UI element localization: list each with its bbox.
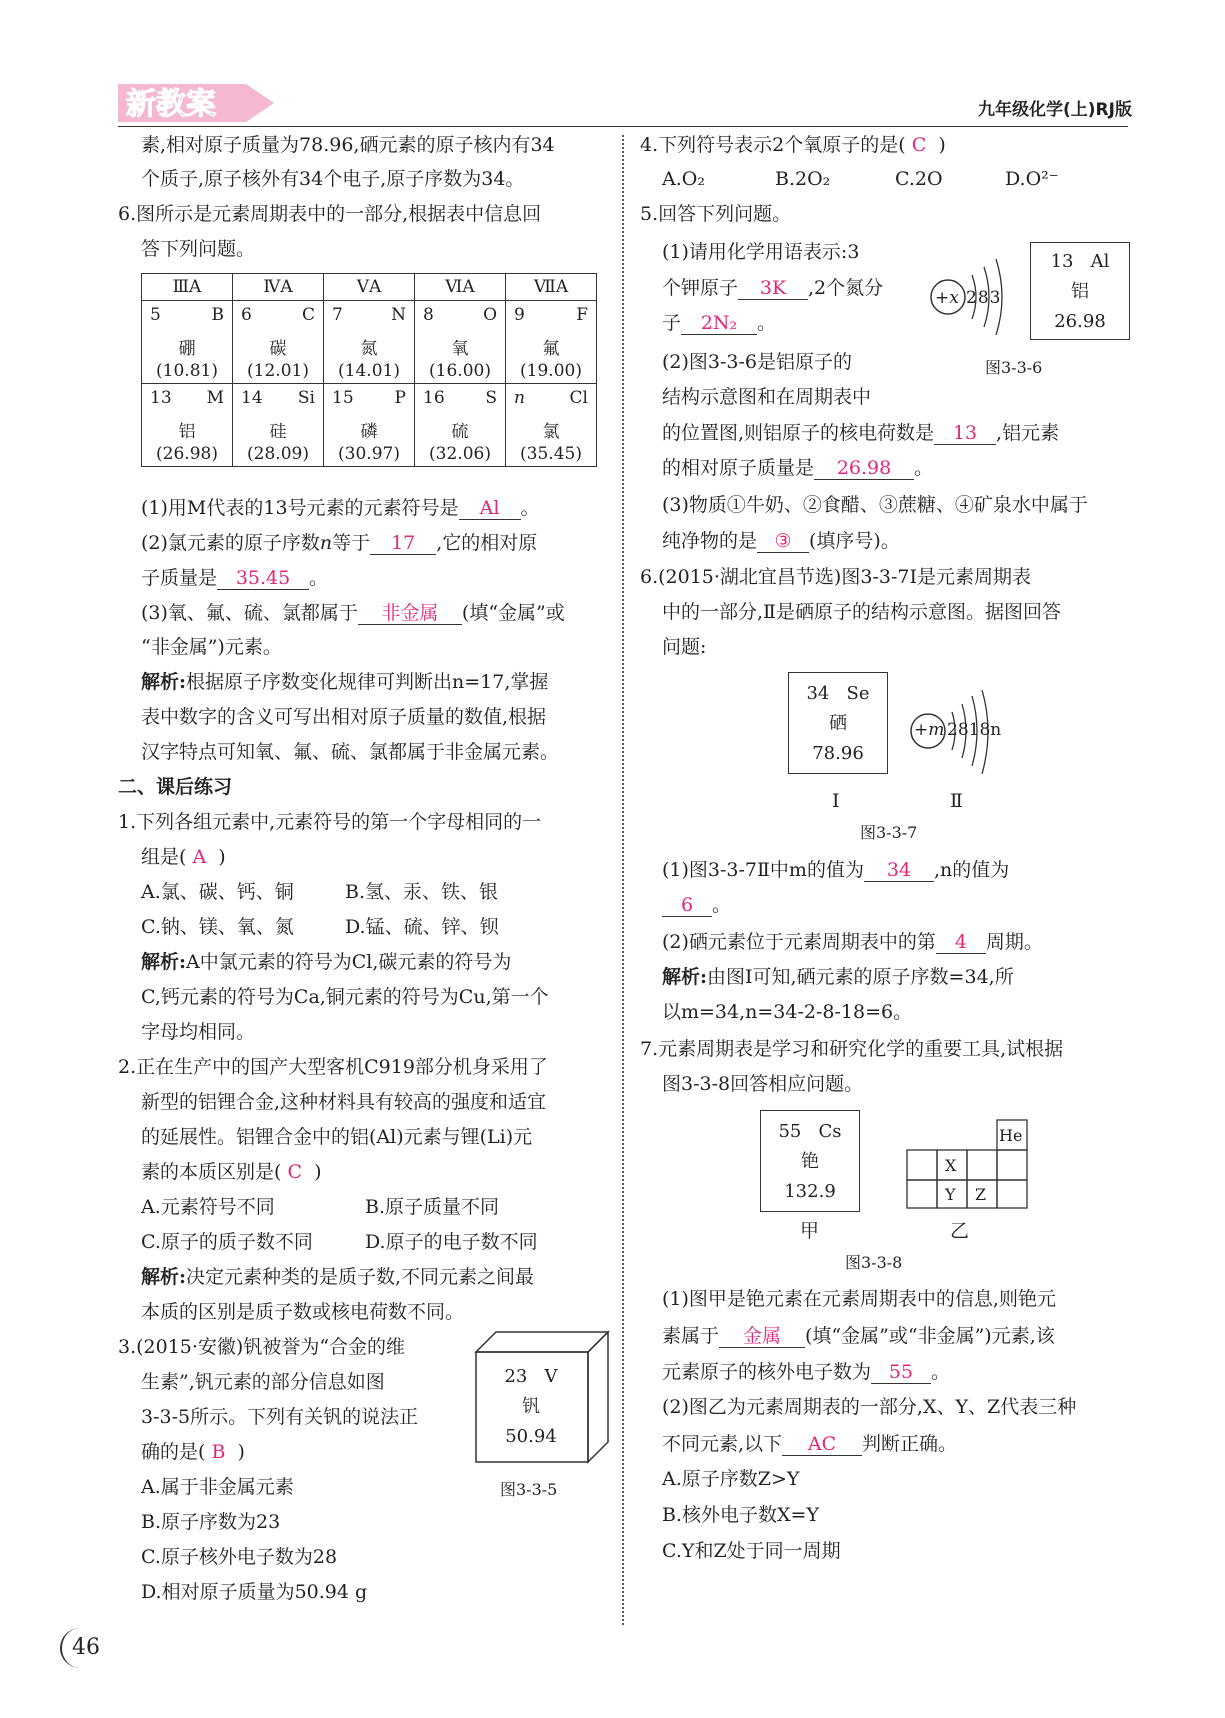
atomic-mass: (12.01) (247, 361, 309, 381)
option-b: B.核外电子数X=Y (662, 1504, 819, 1526)
answer-blank: 13 (934, 423, 996, 445)
answer-blank: 4 (936, 932, 986, 954)
element-cell (324, 301, 415, 384)
q6r-part2: (2)硒元素位于元素周期表中的第 4 周期。 (662, 931, 1043, 953)
q7-part1: 素属于 金属 (填“金属”或“非金属”)元素,该 (662, 1325, 1055, 1347)
question-3: 3.(2015·安徽)钒被誉为“合金的维 (118, 1336, 406, 1358)
q1-answer-line: 组是( A ) (141, 846, 226, 868)
q5-part3: 纯净物的是 ③ (填序号)。 (662, 530, 900, 552)
atomic-number: 8 (423, 305, 434, 325)
answer-blank: 26.98 (814, 458, 914, 480)
group-header: ⅦA (506, 274, 597, 301)
text-line: 图3-3-8回答相应问题。 (662, 1073, 864, 1095)
atomic-mass: (30.97) (338, 444, 400, 464)
option-a: A.O₂ (662, 168, 705, 190)
text-line: C,钙元素的符号为Ca,铜元素的符号为Cu,第一个 (141, 986, 549, 1008)
q6-part1: (1)用M代表的13号元素的元素符号是 Al 。 (141, 497, 540, 519)
answer-blank: 非金属 (358, 603, 462, 625)
group-header: ⅤA (324, 274, 415, 301)
element-symbol: C (301, 305, 315, 325)
logo-text: 新教案 (126, 87, 216, 122)
answer-blank: AC (782, 1434, 862, 1456)
element-cell (506, 384, 597, 467)
answer-blank: ③ (757, 531, 809, 553)
figure-caption: 图3-3-5 (500, 1480, 558, 1499)
element-symbol: Si (297, 388, 315, 408)
option-a: A.元素符号不同 (141, 1196, 275, 1218)
element-symbol: M (206, 388, 224, 408)
q6r-part1-cont: 6 。 (662, 895, 731, 917)
option-b: B.原子质量不同 (365, 1196, 500, 1218)
option-d: D.相对原子质量为50.94 g (141, 1581, 368, 1603)
q6-part2-cont: 子质量是 35.45 。 (141, 567, 329, 589)
answer-blank: 35.45 (217, 568, 309, 590)
atomic-mass: (26.98) (156, 444, 218, 464)
selenium-element-box: 34 Se 硒 78.96 (788, 672, 888, 774)
option-c: C.钠、镁、氧、氮 (141, 916, 294, 938)
answer-blank: Al (459, 498, 521, 520)
atomic-mass: (19.00) (520, 361, 582, 381)
header-rule (118, 126, 1128, 127)
grid-z: Z (975, 1185, 987, 1204)
element-name: 氧 (451, 339, 469, 359)
text-line: 答下列问题。 (141, 238, 256, 260)
text-line: 素,相对原子质量为78.96,硒元素的原子核内有34 (141, 134, 555, 156)
cesium-element-box: 55 Cs 铯 132.9 (760, 1110, 860, 1212)
figure-caption: 图3-3-7 (860, 823, 918, 842)
text-line: “非金属”)元素。 (141, 636, 282, 658)
atomic-mass: (28.09) (247, 444, 309, 464)
text-line: 表中数字的含义可写出相对原子质量的数值,根据 (141, 706, 547, 728)
figure-label: Ⅱ (950, 790, 963, 812)
element-symbol: O (483, 305, 497, 325)
question-7: 7.元素周期表是学习和研究化学的重要工具,试根据 (640, 1038, 1064, 1060)
text-line: 个质子,原子核外有34个电子,原子序数为34。 (141, 168, 525, 190)
element-cell (324, 384, 415, 467)
group-header: ⅣA (233, 274, 324, 301)
element-symbol: S (485, 388, 497, 408)
option-d: D.原子的电子数不同 (365, 1231, 538, 1253)
aluminum-element-box: 13 Al 铝 26.98 (1030, 242, 1130, 340)
element-name: 硫 (451, 422, 469, 442)
column-divider (622, 135, 624, 1625)
answer: C (287, 1161, 303, 1183)
element-name: 氟 (542, 339, 560, 359)
element-name: 氯 (542, 422, 560, 442)
option-a: A.属于非金属元素 (141, 1476, 294, 1498)
figure-label: 乙 (950, 1220, 970, 1242)
q6r-explanation: 解析:由图Ⅰ可知,硒元素的原子序数=34,所 (662, 966, 1014, 988)
atomic-mass: (10.81) (156, 361, 218, 381)
text-line: (1)请用化学用语表示:3 (662, 241, 860, 263)
element-cell (415, 384, 506, 467)
atomic-number: 16 (423, 388, 445, 408)
text-line: 3-3-5所示。下列有关钒的说法正 (141, 1406, 419, 1428)
option-b: B.2O₂ (775, 168, 831, 190)
q6-part3: (3)氧、氟、硫、氯都属于 非金属 (填“金属”或 (141, 602, 565, 624)
text-line: 以m=34,n=34-2-8-18=6。 (662, 1001, 913, 1023)
atomic-number: 5 (150, 305, 161, 325)
text-line: 本质的区别是质子数或核电荷数不同。 (141, 1301, 465, 1323)
element-symbol: N (391, 305, 406, 325)
q5-part1-cont: 子 2N₂ 。 (662, 312, 777, 334)
text-line: 的延展性。铝锂合金中的铝(Al)元素与锂(Li)元 (141, 1126, 533, 1148)
q7-part1-cont: 元素原子的核外电子数为 55 。 (662, 1361, 951, 1383)
answer: B (211, 1441, 226, 1463)
answer-blank: 2N₂ (681, 313, 757, 335)
text-line: 字母均相同。 (141, 1021, 256, 1043)
element-symbol: B (211, 305, 224, 325)
element-name: 磷 (360, 422, 378, 442)
text-line: (2)图3-3-6是铝原子的 (662, 351, 853, 373)
element-symbol: P (394, 388, 406, 408)
vanadium-info: 23 V 钒 50.94 (504, 1366, 558, 1447)
grid-x: X (945, 1156, 957, 1175)
option-b: B.原子序数为23 (141, 1511, 281, 1533)
element-cell (415, 301, 506, 384)
option-d: D.O²⁻ (1005, 168, 1059, 190)
atomic-mass: (16.00) (429, 361, 491, 381)
option-c: C.2O (895, 168, 943, 190)
text-line: 问题: (662, 636, 707, 658)
element-name: 硼 (178, 339, 196, 359)
figure-label: 甲 (800, 1220, 820, 1242)
text-line: (2)图乙为元素周期表的一部分,X、Y、Z代表三种 (662, 1396, 1077, 1418)
q6-explanation: 解析:根据原子序数变化规律可判断出n=17,掌握 (141, 671, 549, 693)
q7-part2: 不同元素,以下 AC 判断正确。 (662, 1433, 958, 1455)
option-c: C.原子核外电子数为28 (141, 1546, 338, 1568)
q2-answer-line: 素的本质区别是( C ) (141, 1161, 322, 1183)
answer: A (192, 846, 207, 868)
nucleus-charge: +x (935, 288, 959, 308)
text-line: (3)物质①牛奶、②食醋、③蔗糖、④矿泉水中属于 (662, 494, 1088, 516)
text-line: 结构示意图和在周期表中 (662, 386, 872, 408)
page-number: 46 (60, 1628, 112, 1668)
answer-blank: 6 (662, 895, 712, 917)
atomic-number: n (514, 388, 525, 408)
atomic-mass: (35.45) (520, 444, 582, 464)
grid-he: He (999, 1126, 1023, 1145)
answer-blank: 3K (738, 278, 808, 300)
atomic-mass: (32.06) (429, 444, 491, 464)
element-name: 碳 (269, 339, 287, 359)
option-a: A.原子序数Z>Y (662, 1468, 800, 1490)
atomic-number: 7 (332, 305, 343, 325)
question-4: 4.下列符号表示2个氧原子的是( C ) (640, 134, 946, 156)
section-heading: 二、课后练习 (118, 776, 233, 798)
text-line: 生素”,钒元素的部分信息如图 (141, 1371, 385, 1393)
atomic-number: 14 (241, 388, 263, 408)
electron-shells: 283 (966, 288, 1002, 308)
q2-explanation: 解析:决定元素种类的是质子数,不同元素之间最 (141, 1266, 535, 1288)
nucleus-charge: +m (914, 720, 945, 740)
q6r-part1: (1)图3-3-7Ⅱ中m的值为 34 ,n的值为 (662, 859, 1010, 881)
text-line: 中的一部分,Ⅱ是硒原子的结构示意图。据图回答 (662, 601, 1061, 623)
question-6-right: 6.(2015·湖北宜昌节选)图3-3-7Ⅰ是元素周期表 (640, 566, 1031, 588)
q5-part2-cont: 的相对原子质量是 26.98 。 (662, 457, 934, 479)
logo-banner (118, 80, 278, 126)
q3-answer-line: 确的是( B ) (141, 1441, 245, 1463)
element-cell (233, 384, 324, 467)
figure-caption: 图3-3-8 (845, 1253, 903, 1272)
q1-explanation: 解析:A中氯元素的符号为Cl,碳元素的符号为 (141, 951, 512, 973)
grid-y: Y (945, 1185, 956, 1204)
text-line: (1)图甲是铯元素在元素周期表中的信息,则铯元 (662, 1288, 1056, 1310)
question-5: 5.回答下列问题。 (640, 203, 792, 225)
element-name: 铝 (178, 422, 196, 442)
element-cell (506, 301, 597, 384)
periodic-table-excerpt (141, 273, 597, 467)
figure-label: Ⅰ (832, 790, 840, 812)
group-header: ⅥA (415, 274, 506, 301)
element-symbol: F (576, 305, 588, 325)
group-header: ⅢA (142, 274, 233, 301)
figure-caption: 图3-3-6 (985, 358, 1043, 377)
answer-blank: 金属 (719, 1326, 805, 1348)
atomic-mass: (14.01) (338, 361, 400, 381)
option-d: D.锰、硫、锌、钡 (345, 916, 499, 938)
element-name: 氮 (360, 339, 378, 359)
element-cell (233, 301, 324, 384)
answer-blank: 34 (864, 860, 934, 882)
question-1: 1.下列各组元素中,元素符号的第一个字母相同的一 (118, 811, 542, 833)
option-a: A.氯、碳、钙、铜 (141, 881, 294, 903)
atomic-number: 15 (332, 388, 354, 408)
question-6: 6.图所示是元素周期表中的一部分,根据表中信息回 (118, 203, 542, 225)
text-line: 新型的铝锂合金,这种材料具有较高的强度和适宜 (141, 1091, 547, 1113)
q5-part2: 的位置图,则铝原子的核电荷数是 13 ,铝元素 (662, 422, 1060, 444)
atomic-number: 6 (241, 305, 252, 325)
element-symbol: Cl (569, 388, 588, 408)
option-c: C.原子的质子数不同 (141, 1231, 313, 1253)
answer-blank: 55 (871, 1362, 931, 1384)
text-line: 汉字特点可知氧、氟、硫、氯都属于非金属元素。 (141, 741, 560, 763)
q5-part1: 个钾原子 3K ,2个氮分 (662, 277, 884, 299)
q6-part2: (2)氯元素的原子序数n等于 17 ,它的相对原 (141, 532, 538, 554)
element-cell (142, 384, 233, 467)
element-name: 硅 (269, 422, 287, 442)
atomic-number: 13 (150, 388, 172, 408)
question-2: 2.正在生产中的国产大型客机C919部分机身采用了 (118, 1056, 548, 1078)
atomic-number: 9 (514, 305, 525, 325)
answer-blank: 17 (370, 533, 436, 555)
header-title: 九年级化学(上)RJ版 (978, 100, 1132, 120)
option-b: B.氢、汞、铁、银 (345, 881, 499, 903)
element-cell (142, 301, 233, 384)
electron-shells: 2818n (947, 720, 1002, 740)
option-c: C.Y和Z处于同一周期 (662, 1540, 841, 1562)
